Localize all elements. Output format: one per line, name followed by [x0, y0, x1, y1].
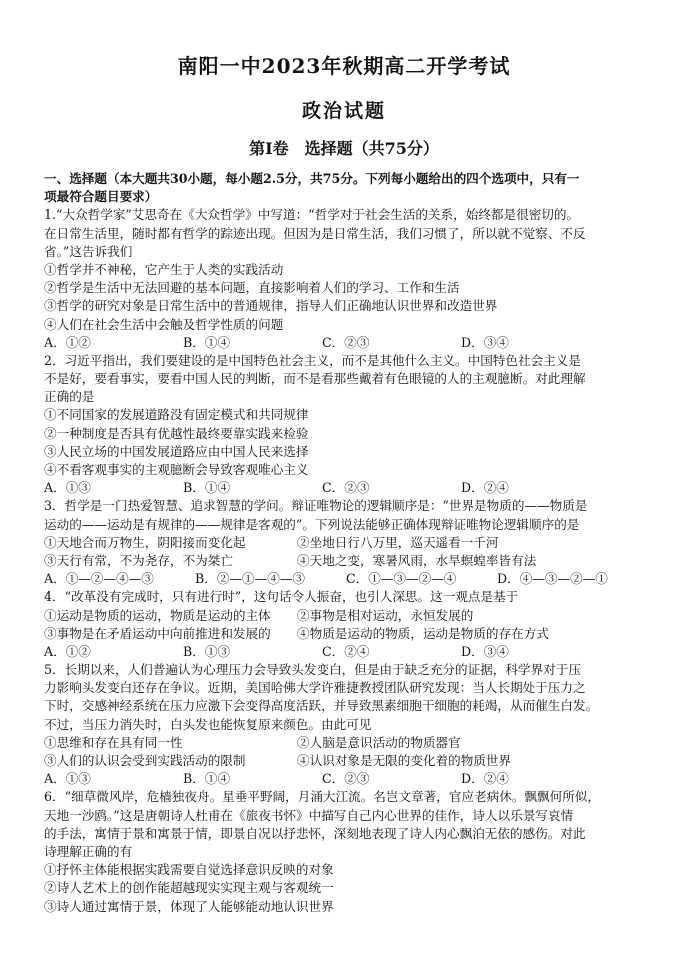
- option-c: C．②④: [322, 643, 370, 659]
- statement: ④认识对象是无限的变化着的物质世界: [297, 753, 512, 768]
- statement-row: [44, 534, 650, 552]
- statement: ①哲学并不神秘，它产生于人类的实践活动: [44, 261, 284, 277]
- option-c: C．①—③—②—④: [346, 571, 457, 587]
- answer-options: [44, 334, 650, 352]
- statement: ②哲学是生活中无法回避的基本问题，直接影响着人们的学习、工作和生活: [44, 280, 460, 296]
- question-stem-line: 不是好，要看事实，要看中国人民的判断，而不是看那些戴着有色眼镜的人的主观臆断。对此理解: [44, 371, 586, 387]
- question-stem-line: 天地一沙鸥。”这是唐朝诗人杜甫在《旅夜书怀》中描写自己内心世界的佳作，诗人以乐景写哀情: [44, 807, 574, 823]
- question-stem-line: 力影响头发变白还存在争议。近期，美国哈佛大学许雅捷教授团队研究发现：当人长期处于压力之: [44, 680, 586, 696]
- question-content: [44, 170, 650, 916]
- statement: ②人脑是意识活动的物质器官: [297, 734, 461, 750]
- option-c: C．②③: [322, 771, 370, 787]
- question-stem-line: 运动的——运动是有规律的——规律是客观的”。下列说法能够正确体现辩证唯物论逻辑顺序的是: [44, 516, 580, 532]
- answer-options: [44, 770, 650, 788]
- question-stem-line: 下时，交感神经系统在压力应激下会变得高度活跃，并导致黑素细胞干细胞的耗竭，从而催生白发。: [44, 698, 599, 714]
- statement: ②事物是相对运动，永恒发展的: [297, 607, 474, 623]
- section-heading: 一、选择题（本大题共30小题，每小题2.5分，共75分。下列每小题给出的四个选项中，只有一: [44, 171, 580, 186]
- option-d: D．②④: [461, 771, 509, 787]
- question-stem-line: 诗理解正确的有: [44, 843, 133, 859]
- statement: ④人们在社会生活中会触及哲学性质的问题: [44, 316, 284, 332]
- statement: ②诗人艺术上的创作能超越现实实现主观与客观统一: [44, 880, 334, 896]
- statement: ③事物是在矛盾运动中向前推进和发展的: [44, 625, 271, 641]
- question-2: [44, 352, 650, 498]
- statement: ④不看客观事实的主观臆断会导致客观唯心主义: [44, 462, 309, 477]
- question-6: [44, 788, 650, 915]
- answer-options: [44, 643, 650, 661]
- statement: ①思维和存在具有同一性: [44, 734, 183, 750]
- statement-row: [44, 552, 650, 570]
- question-4: [44, 588, 650, 661]
- question-1: [44, 206, 650, 352]
- option-b: B．①④: [183, 771, 231, 787]
- part-heading: 第I卷 选择题（共75分）: [249, 139, 439, 158]
- option-c: C．②③: [322, 480, 370, 496]
- answer-options: [44, 479, 650, 497]
- option-b: B．①④: [183, 334, 231, 350]
- option-a: A．①③: [44, 771, 91, 787]
- question-3: [44, 497, 650, 588]
- statement: ③人民立场的中国发展道路应由中国人民来选择: [44, 443, 309, 459]
- question-stem-line: 1.“大众哲学家”艾思奇在《大众哲学》中写道：“哲学对于社会生活的关系，始终都是很密切的。: [44, 207, 580, 223]
- option-b: B．①③: [183, 643, 231, 659]
- statement: ②坐地日行八万里，巡天遥看一千河: [297, 534, 499, 550]
- statement: ④物质是运动的物质，运动是物质的存在方式: [297, 625, 549, 641]
- question-stem-line: 4．“改革没有完成时，只有进行时”，这句话令人振奋，也引人深思。这一观点是基于: [44, 589, 519, 605]
- statement-row: [44, 752, 650, 770]
- statement: ③诗人通过寓情于景，体现了人能够能动地认识世界: [44, 898, 334, 914]
- statement: ①运动是物质的运动，物质是运动的主体: [44, 607, 271, 623]
- question-stem-line: 2．习近平指出，我们要建设的是中国特色社会主义，而不是其他什么主义。中国特色社会主义是: [44, 352, 581, 368]
- option-d: D．③④: [461, 334, 509, 350]
- statement-row: [44, 734, 650, 752]
- option-d: D．③④: [461, 643, 509, 659]
- statement: ②一种制度是否具有优越性最终要靠实践来检验: [44, 425, 309, 441]
- question-stem-line: 正确的是: [44, 389, 95, 405]
- question-stem-line: 的手法，寓情于景和寓景于情，即景自况以抒悲怀，深刻地表现了诗人内心飘泊无依的感伤。对此: [44, 825, 586, 841]
- option-d: D．④—③—②—①: [497, 571, 608, 587]
- statement: ③天行有常，不为尧存，不为桀亡: [44, 552, 233, 568]
- statement: ①不同国家的发展道路没有固定模式和共同规律: [44, 407, 309, 423]
- section-heading-cont: 项最符合题目要求）: [44, 189, 158, 205]
- answer-options: [44, 570, 650, 588]
- statement-row: [44, 625, 650, 643]
- question-stem-line: 在日常生活里，随时都有哲学的踪迹出现。但因为是日常生活，我们习惯了，所以就不觉察、不反: [44, 225, 586, 241]
- exam-title: 南阳一中2023年秋期高二开学考试: [177, 54, 511, 78]
- statement: ①天地合而万物生，阴阳接而变化起: [44, 534, 246, 550]
- subject-title: 政治试题: [301, 100, 386, 122]
- question-5: [44, 661, 650, 788]
- question-stem-line: 不过，当压力消失时，白头发也能恢复原来颜色。由此可见: [44, 716, 372, 732]
- option-b: B．①④: [183, 480, 231, 496]
- question-stem-line: 省。”这告诉我们: [44, 243, 133, 259]
- question-stem-line: 5．长期以来，人们普遍认为心理压力会导致头发变白，但是由于缺乏充分的证据，科学界对于压: [44, 662, 581, 678]
- option-c: C．②③: [322, 334, 370, 350]
- statement: ④天地之变，寒暑风雨，水旱螟蝗率皆有法: [297, 552, 537, 568]
- statement: ③人们的认识会受到实践活动的限制: [44, 753, 246, 768]
- option-a: A．①—②—④—③: [44, 571, 154, 587]
- statement: ③哲学的研究对象是日常生活中的普通规律，指导人们正确地认识世界和改造世界: [44, 298, 498, 314]
- question-stem-line: 3．哲学是一门热爱智慧、追求智慧的学问。辩证唯物论的逻辑顺序是：“世界是物质的——物质是: [44, 498, 588, 514]
- option-a: A．①②: [44, 643, 91, 659]
- option-d: D．②④: [461, 480, 509, 496]
- statement-row: [44, 607, 650, 625]
- statement: ①抒怀主体能根据实践需要自觉选择意识反映的对象: [44, 862, 334, 878]
- option-a: A．①③: [44, 480, 91, 496]
- question-stem-line: 6．“细草微风岸，危樯独夜舟。星垂平野阔，月涌大江流。名岂文章著，官应老病休。飘飘何所似，: [44, 789, 600, 805]
- option-a: A．①②: [44, 334, 91, 350]
- option-b: B．②—①—④—③: [195, 571, 306, 587]
